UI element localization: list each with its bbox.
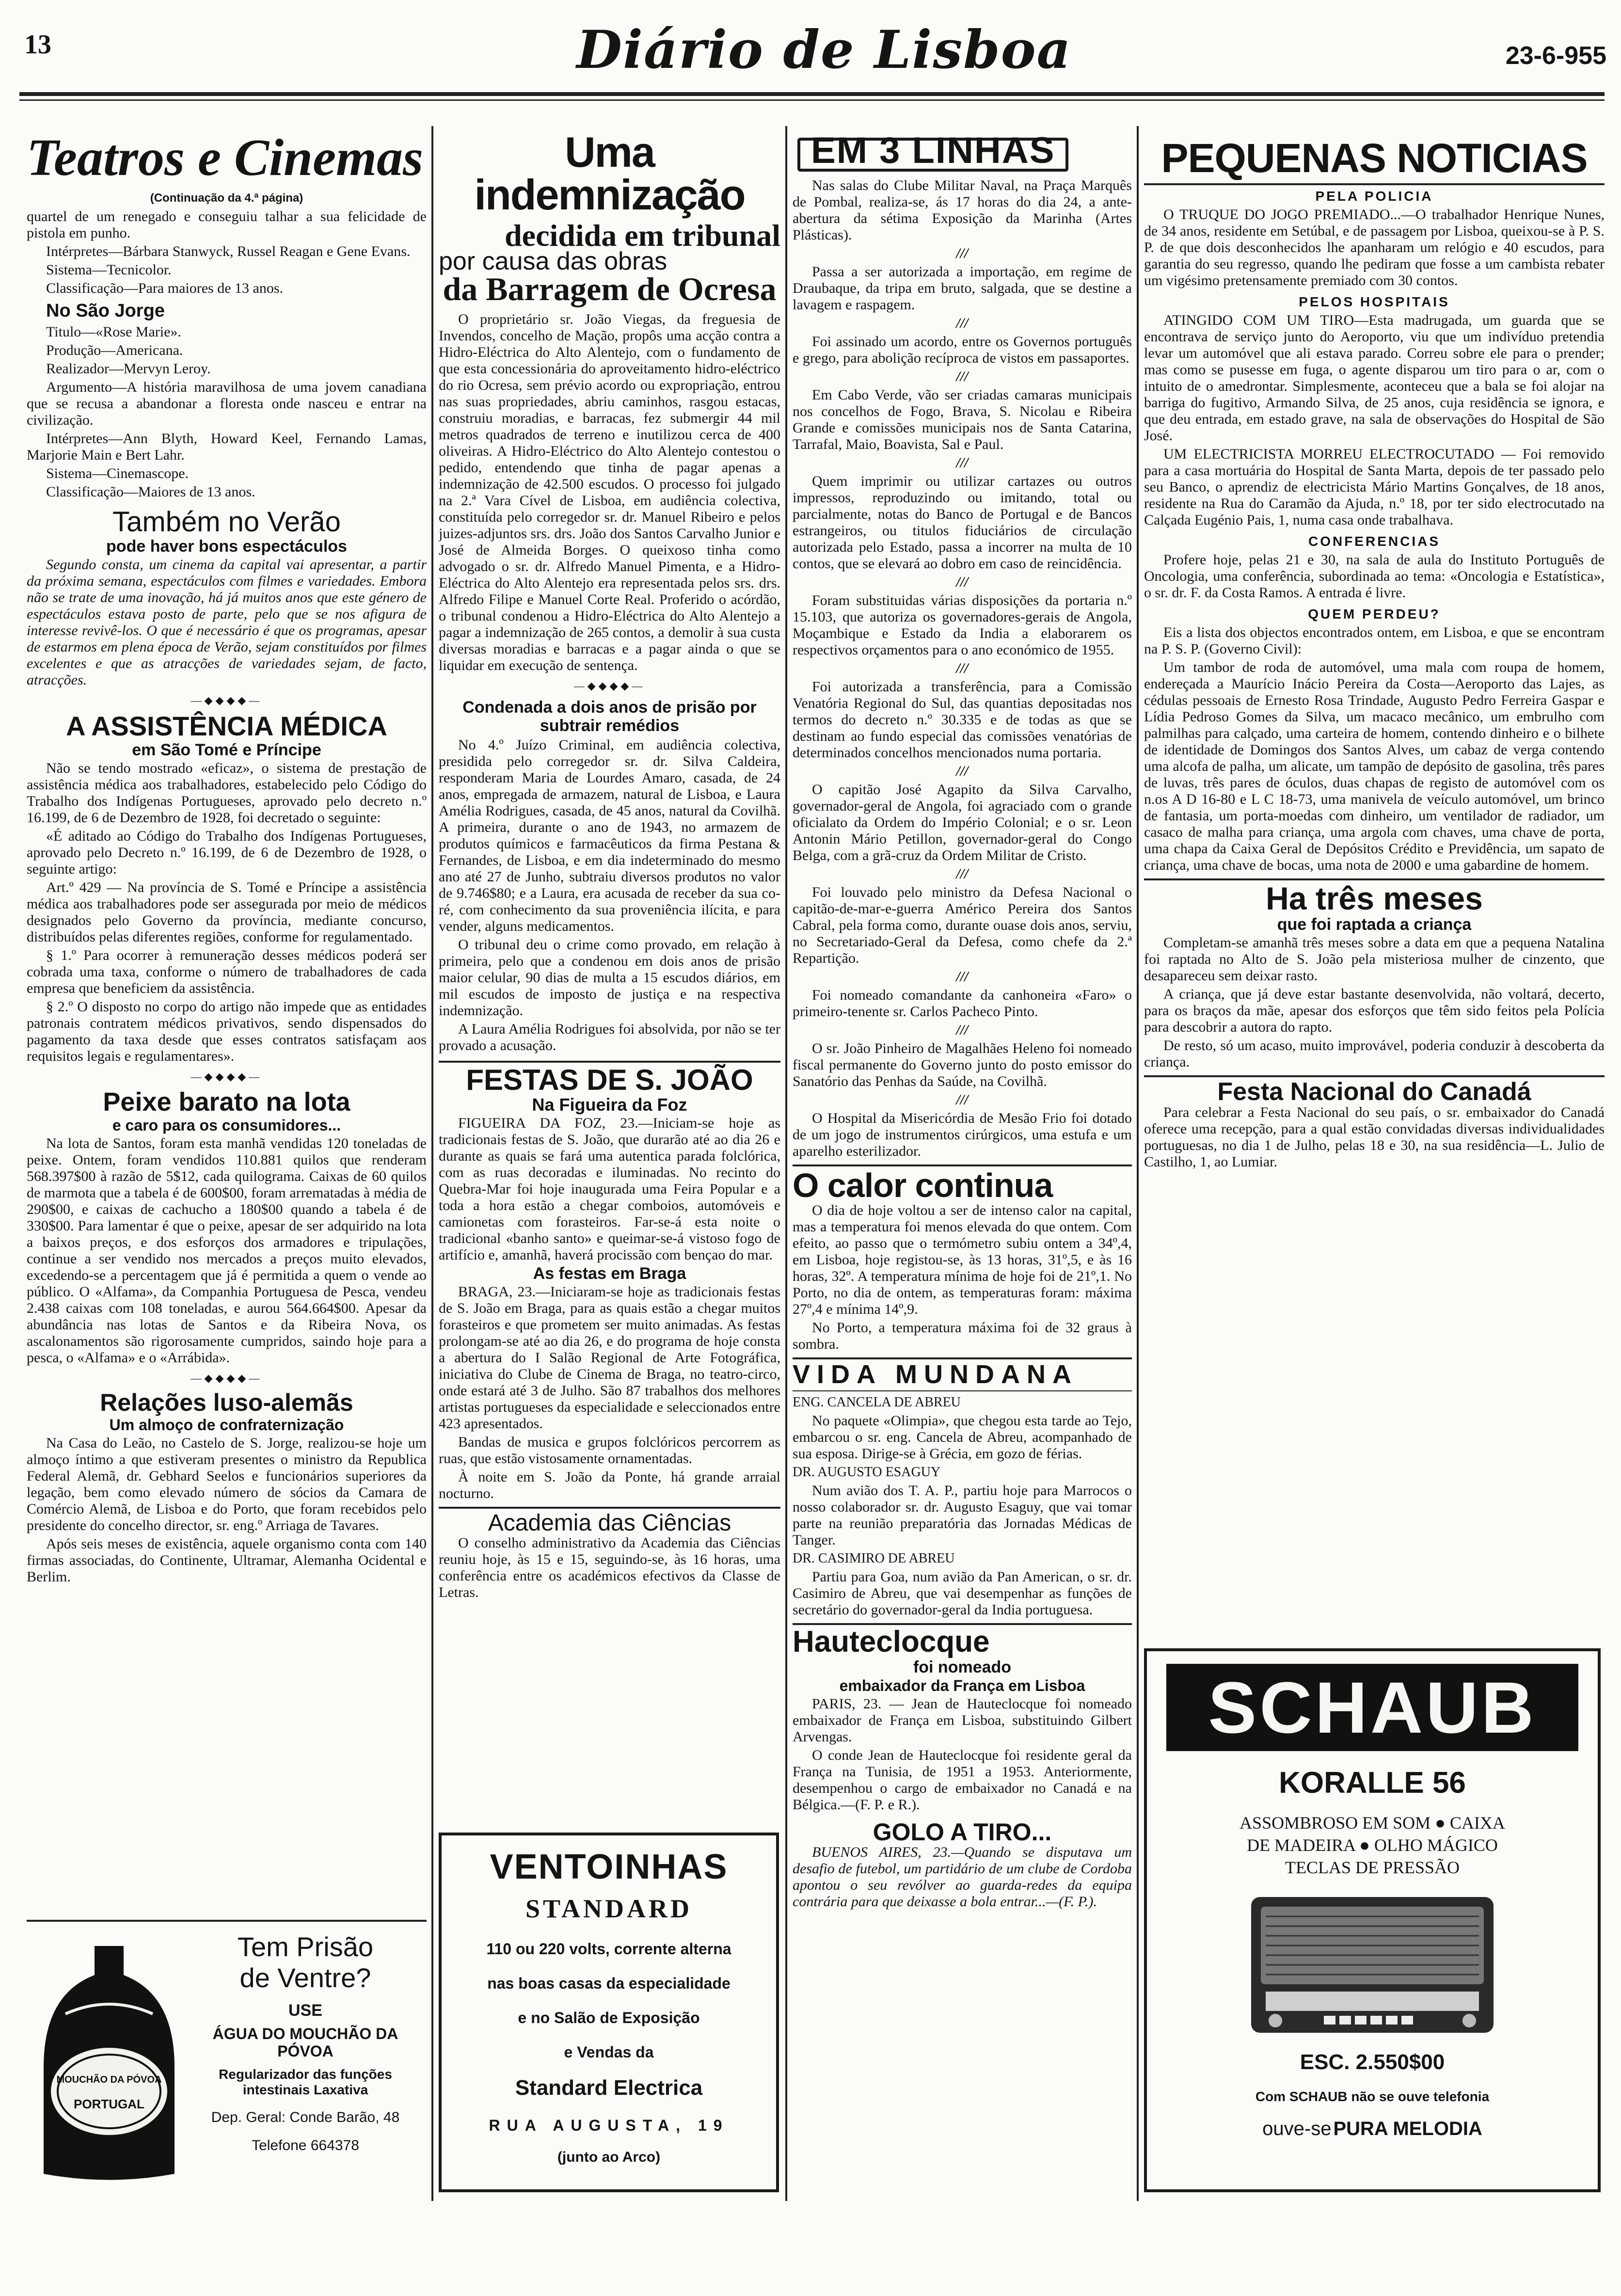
- assistencia-subheading: em São Tomé e Príncipe: [132, 741, 321, 759]
- slash-separator: ///: [956, 660, 969, 676]
- brief-item: Foi assinado um acordo, entre os Governos português e grego, para abolição recíproca de vistos em passaportes.: [793, 334, 1132, 366]
- article-text: A Laura Amélia Rodrigues foi absolvida, por não se ter provado a acusação.: [439, 1021, 780, 1053]
- schaub-logo: SCHAUB: [1166, 1664, 1578, 1751]
- article-text: FIGUEIRA DA FOZ, 23.—Iniciam-se hoje as tradicionais festas de S. João, que durarão até ao dia 26 e durante as quais se fará uma autentica parada folclórica, com as ruas decoradas e iluminadas. No recinto do Quebra-Mar foi hoje inaugurada uma Feira Popular e a toda a hora estão a chegar comboios, automóveis e camionetas com forasteiros. Far-se-á esta noite o tradicional «banho santo» e queimar-se-á vistoso fogo de artifício e, amanhã, haverá procissão com bençao do mar.: [439, 1115, 780, 1263]
- brief-item: Foi autorizada a transferência, para a Comissão Venatória Regional do Sul, das quantias depositadas nos termos do decreto n.º 30.335 e de todas as que se destinam ao fundo especial das comissões venatórias de determinados concelhos mencionados numa portaria.: [793, 679, 1132, 761]
- slash-separator: ///: [956, 1092, 969, 1108]
- slash-separator: ///: [956, 866, 969, 882]
- slash-separator: ///: [956, 315, 969, 331]
- article-text: Sistema—Cinemascope.: [46, 465, 189, 481]
- policia-subheading: PELA POLICIA: [1315, 189, 1433, 204]
- article-text: Intérpretes—Ann Blyth, Howard Keel, Fernando Lamas, Marjorie Main e Bert Lahr.: [27, 430, 427, 463]
- brief-item: Foi louvado pelo ministro da Defesa Nacional o capitão-de-mar-e-guerra Américo Pereira dos Santos Cabral, pela forma como, durante ouase dois anos, serviu, no Secretariado-Geral da Defesa, como chefe da 2.ª Repartição.: [793, 884, 1132, 966]
- relacoes-subheading: Um almoço de confraternização: [109, 1416, 344, 1434]
- slash-separator: ///: [956, 455, 969, 471]
- article-text: Na Casa do Leão, no Castelo de S. Jorge, realizou-se hoje um almoço íntimo a que estiveram presentes o ministro da Republica Federal Alemã, dr. Gebhard Seelos e funcionários superiores da legação, bem como elevado número de sócios da Camara de Comércio Alemã, de Lisboa e do Porto, que foram recebidos pelo presidente do concelho director, sr. eng.º Arriaga de Tavares.: [27, 1435, 427, 1533]
- article-text: Classificação—Maiores de 13 anos.: [46, 484, 255, 500]
- subheading-sao-jorge: No São Jorge: [46, 301, 165, 321]
- masthead: [0, 0, 1621, 87]
- page-number: 13: [24, 30, 51, 60]
- quem-perdeu-subheading: QUEM PERDEU?: [1308, 606, 1441, 622]
- radio-illustration: [1246, 1892, 1498, 2038]
- newspaper-title: Diário de Lisboa: [576, 19, 1072, 80]
- academia-heading: Academia das Ciências: [488, 1510, 731, 1536]
- ad-ventoinhas-line: e Vendas da: [564, 2043, 654, 2061]
- ad-schaub: [1144, 1648, 1601, 2192]
- hauteclocque-subheading-2: embaixador da França em Lisboa: [839, 1677, 1085, 1694]
- article-text: O conde Jean de Hauteclocque foi residente geral da França na Tunisia, de 1951 a 1953. Anteriormente, desempenhou o cargo de embaixador no Canadá e na Bélgica.—(F. P. e R.).: [793, 1747, 1132, 1813]
- pequenas-noticias-heading: PEQUENAS NOTICIAS: [1161, 135, 1588, 181]
- brief-item: Foi nomeado comandante da canhoneira «Faro» o primeiro-tenente sr. Carlos Pacheco Pinto.: [793, 987, 1132, 1020]
- article-text: PARIS, 23. — Jean de Hauteclocque foi nomeado embaixador de França em Lisboa, substituindo Gilbert Arvengas.: [793, 1696, 1132, 1745]
- calor-heading: O calor continua: [793, 1166, 1053, 1204]
- schaub-feature: ASSOMBROSO EM SOM ● CAIXA: [1240, 1813, 1505, 1833]
- ad-product-desc: Regularizador das funções intestinais Laxativa: [219, 2067, 392, 2097]
- brief-item: O capitão José Agapito da Silva Carvalho, governador-geral de Angola, foi agraciado com o grande oficialato da Ordem do Império Colonial; e o sr. Leon Antonin Mário Petillon, governador-geral do Congo Belga, com a grã-cruz da Ordem Militar de Cristo.: [793, 781, 1132, 863]
- article-text: Produção—Americana.: [46, 342, 183, 358]
- slash-separator: ///: [956, 368, 969, 384]
- article-text: Após seis meses de existência, aquele organismo conta com 140 firmas associadas, do Continente, Ultramar, Alemanha Ocidental e Berlim.: [27, 1536, 427, 1585]
- peixe-heading: Peixe barato na lota: [103, 1087, 350, 1116]
- article-text: O tribunal deu o crime como provado, em relação à primeira, pelo que a condenou em dois anos de prisão maior celular, 90 dias de multa a 15 escudos diários, em mil escudos de imposto de justiça e na respectiva indemnização.: [439, 937, 780, 1019]
- article-text: No paquete «Olimpia», que chegou esta tarde ao Tejo, embarcou o sr. eng. Cancela de Abreu, acompanhado de sua esposa. Dirige-se à Grécia, em gozo de férias.: [793, 1413, 1132, 1462]
- vida-subhead: ENG. CANCELA DE ABREU: [793, 1395, 961, 1410]
- article-text: Realizador—Mervyn Leroy.: [46, 361, 211, 377]
- schaub-tagline-a: ouve-se: [1262, 2118, 1332, 2139]
- bottle-illustration: [36, 1941, 182, 2188]
- golo-heading: GOLO A TIRO...: [873, 1818, 1052, 1846]
- schaub-tagline-b: PURA MELODIA: [1333, 2118, 1482, 2139]
- article-text: De resto, só um acaso, muito improvável, poderia conduzir à descoberta da criança.: [1144, 1037, 1605, 1070]
- article-text: Classificação—Para maiores de 13 anos.: [46, 280, 284, 296]
- issue-date: 23-6-955: [1505, 42, 1606, 70]
- vida-subhead: DR. AUGUSTO ESAGUY: [793, 1465, 941, 1480]
- hauteclocque-heading: Hauteclocque: [793, 1625, 990, 1658]
- ad-ventoinhas: [439, 1833, 779, 2192]
- tres-meses-subheading: que foi raptada a criança: [1277, 915, 1472, 934]
- column-3: [793, 131, 1132, 2196]
- article-text: Bandas de musica e grupos folclóricos percorrem as ruas, que estão vistosamente ornamentadas.: [439, 1434, 780, 1467]
- slash-separator: ///: [956, 969, 969, 985]
- article-text: «É aditado ao Código do Trabalho dos Indígenas Portugueses, aprovado pelo Decreto n.º 16.199, de 6 de Dezembro de 1928, o seguinte artigo:: [27, 828, 427, 877]
- brief-item: Foram substituidas várias disposições da portaria n.º 15.103, que autoriza os governadores-gerais de Angola, Moçambique e Estado da India a elaborarem os respectivos orçamentos para o ano económico de 1955.: [793, 592, 1132, 658]
- column-2: [439, 131, 780, 1828]
- article-text: UM ELECTRICISTA MORREU ELECTROCUTADO — Foi removido para a casa mortuária do Hospital de Santa Marta, depois de ter passado pelo seu Banco, o aprendiz de electricista Mário Martins Gonçalves, de 18 anos, residente na Rua do Caramão da Ajuda, n.º 18, por ter sido electrocutado na Calçada Eugénio Pais, 1, numa casa onde trabalhava.: [1144, 446, 1605, 528]
- ad-address: Dep. Geral: Conde Barão, 48: [211, 2109, 400, 2125]
- festas-heading: FESTAS DE S. JOÃO: [466, 1064, 753, 1096]
- schaub-price: ESC. 2.550$00: [1300, 2050, 1445, 2074]
- indemnizacao-heading: Uma indemnização: [474, 131, 745, 219]
- ad-ventoinhas-brand: STANDARD: [525, 1894, 693, 1923]
- article-text: Argumento—A história maravilhosa de uma jovem canadiana que se recusa a abandonar a floresta onde nasceu e entrar na civilização.: [27, 379, 427, 428]
- conferencias-subheading: CONFERENCIAS: [1308, 534, 1440, 549]
- assistencia-heading: A ASSISTÊNCIA MÉDICA: [66, 711, 387, 741]
- ad-ventoinhas-title: VENTOINHAS: [490, 1848, 728, 1886]
- slash-separator: ///: [956, 245, 969, 261]
- em3linhas-box: [797, 131, 1068, 172]
- article-text: Partiu para Goa, num avião da Pan American, o sr. dr. Casimiro de Abreu, que vai desempenhar as funções de secretário do governador-geral da India portuguesa.: [793, 1569, 1132, 1618]
- article-text: BUENOS AIRES, 23.—Quando se disputava um desafio de futebol, um partidário de um clube de Cordoba apontou o seu revólver ao guarda-redes da equipa contrária para que deixasse a bola entrar...—(F. P.).: [793, 1844, 1132, 1910]
- svg-text:PORTUGAL: PORTUGAL: [74, 2097, 144, 2111]
- ad-agua-mouchao: [27, 1920, 427, 2198]
- canada-heading: Festa Nacional do Canadá: [1217, 1078, 1531, 1106]
- ad-product-name: ÁGUA DO MOUCHÃO DA PÓVOA: [212, 2025, 398, 2060]
- article-text: Titulo—«Rose Marie».: [46, 324, 181, 340]
- article-text: No 4.º Juízo Criminal, em audiência colectiva, presidida pelo corregedor sr. dr. Silva Caldeira, responderam Maria de Lourdes Amaro, casada, de 24 anos, empregada de armazem, natural de Lisboa, e Laura Amélia Rodrigues, casada, de 45 anos, natural da Covilhã. A primeira, durante o ano de 1943, no armazem de produtos químicos e farmacêuticos da firma Pestana & Fernandes, de Lisboa, e em dia indeterminado do mesmo ano até 27 de Junho, subtraiu diversos produtos no valor de 9.746$80; e a Laura, era acusada de receber da sua co-ré, com conhecimento da sua proveniência ilícita, e para vender, alguns medicamentos.: [439, 737, 780, 934]
- peixe-subheading: e caro para os consumidores...: [112, 1116, 341, 1134]
- ad-text-block: [191, 1931, 419, 2154]
- condenada-heading: Condenada a dois anos de prisão por subtrair remédios: [462, 698, 757, 735]
- brief-item: Nas salas do Clube Militar Naval, na Praça Marquês de Pombal, realiza-se, ás 17 horas do dia 24, a ante-abertura da sétima Exposição da Marinha (Artes Plásticas).: [793, 177, 1132, 243]
- slash-separator: ///: [956, 574, 969, 590]
- brief-item: O sr. João Pinheiro de Magalhães Heleno foi nomeado fiscal permanente do Governo junto do posto emissor do Sanatório das Penhas da Saúde, na Covilhã.: [793, 1040, 1132, 1089]
- article-text: Sistema—Tecnicolor.: [46, 262, 172, 278]
- article-text: O dia de hoje voltou a ser de intenso calor na capital, mas a temperatura foi menos elevada do que ontem. Com efeito, ao passo que o termómetro subiu ontem a 34º,4, em Lisboa, hoje registou-se, às 13 horas, 31º,5, e às 16 horas, 32º. A temperatura mínima de hoje foi de 21º,1. No Porto, no dia de ontem, as temperaturas foram: máxima 27º,4 e mínima 14º,9.: [793, 1202, 1132, 1317]
- svg-text:MOUCHÃO DA PÓVOA: MOUCHÃO DA PÓVOA: [56, 2074, 162, 2085]
- article-text: Num avião dos T. A. P., partiu hoje para Marrocos o nosso colaborador sr. dr. Augusto Esaguy, que vai tomar parte na reunião preparatória das Jornadas Médicas de Tanger.: [793, 1483, 1132, 1548]
- ad-ventoinhas-line: e no Salão de Exposição: [518, 2009, 700, 2026]
- ad-ventoinhas-line: 110 ou 220 volts, corrente alterna: [486, 1940, 731, 1958]
- article-text: § 1.º Para ocorrer à remuneração desses médicos poderá ser cobrada uma taxa, conforme o número de trabalhadores de cada empresa que beneficiem da assistência.: [27, 947, 427, 996]
- ad-ventoinhas-address: RUA AUGUSTA, 19: [489, 2117, 729, 2134]
- article-text: Eis a lista dos objectos encontrados ontem, em Lisboa, e que se encontram na P. S. P. (Governo Civil):: [1144, 624, 1605, 657]
- ad-headline-2: de Ventre?: [239, 1962, 371, 1993]
- verao-subheading: pode haver bons espectáculos: [106, 537, 347, 556]
- column-divider: [431, 126, 433, 2201]
- article-text: À noite em S. João da Ponte, há grande arraial nocturno.: [439, 1469, 780, 1501]
- tres-meses-heading: Ha três meses: [1266, 880, 1483, 916]
- separator: —◆◆◆◆—: [191, 694, 263, 706]
- article-text: quartel de um renegado e conseguiu talhar a sua felicidade de pistola em punho.: [27, 208, 427, 241]
- schaub-tagline: [1147, 2118, 1598, 2140]
- separator: —◆◆◆◆—: [191, 1070, 263, 1083]
- indemnizacao-subheading: por causa das obras: [439, 247, 667, 275]
- continuation-note: (Continuação da 4.ª página): [150, 191, 303, 205]
- article-text: Art.º 429 — Na província de S. Tomé e Príncipe a assistência médica aos trabalhadores pode ser assegurada por meio de médicos designados pelo Governo da província, mediante concurso, distribuídos pelas diferentes regiões, conforme for regulamentado.: [27, 879, 427, 945]
- slash-separator: ///: [956, 763, 969, 779]
- article-text: Na lota de Santos, foram esta manhã vendidas 120 toneladas de peixe. Ontem, foram vendidos 110.881 quilos que renderam 568.397$00 à razão de 5$12, cada quilograma. Caixas de 60 quilos de marmota que a tabela é de 600$00, foram arrematadas à média de 290$00, e caixas de cachucho a 180$00 quando a tabela é de 330$00. Para lamentar é que o peixe, apesar de ser adquirido na lota a baixos preços, e dos esforços dos armadores e tripulações, continue a ser vendido nos mercados a preços muito elevados, excedendo-se a percentagem que já é permitida a quem o vende ao público. O «Alfama», da Companhia Portuguesa de Pesca, vendeu 2.438 caixas com 108 toneladas, e aurou 564.664$00. Apesar da abundância nas lotas de Santos e da Ribeira Nova, os ascalonamentos são rigorosamente cumpridos, saindo hoje para a pesca, o «Alfama» e o «Arrábida».: [27, 1135, 427, 1366]
- ad-phone: Telefone 664378: [252, 2137, 359, 2153]
- slash-separator: ///: [956, 1022, 969, 1038]
- article-text: BRAGA, 23.—Iniciaram-se hoje as tradicionais festas de S. João em Braga, para as quais estão a chegar muitos forasteiros e que prometem ser muito animadas. As festas prolongam-se até ao dia 26, e do programa de hoje consta a abertura do I Salão Regional de Arte Fotográfica, iniciativa do Clube de Cinema de Braga, no teatro-circo, onde estará até 3 de Julho. São 87 trabalhos dos melhores artistas portugueses da especialidade e seleccionados entre 423 apresentados.: [439, 1284, 780, 1432]
- article-text: Um tambor de roda de automóvel, uma mala com roupa de homem, endereçada a Maurício Inácio Pereira da Costa—Aeroporto das Lajes, as cédulas pessoais de Ernesto Rosa Trindade, Augusto Pedro Ferreira Gaspar e Lídia Pedroso Gomes da Silva, um macaco mecânico, um embrulho com palmilhas para calçado, uma carteira de homem, contendo dinheiro e o bilhete de identidade de Domingos dos Santos Alves, um cabaz de verga contendo uma alcofa de palha, um alicate, um tampão de depósito de gasolina, três pares de luvas, três pares de óculos, duas chapas de registo de automóvel com os n.os A D 16-80 e L C 18-73, uma manivela de veículo automóvel, um brinco de fantasia, um porta-moedas com dinheiro, um ventilador de radiador, um casaco de malha para criança, uma argola com chaves, uma chave de porta, uma chapa da Caixa Geral de Depósitos Crédito e Previdência, um sapato de criança, uma chave de bocas, uma nota de 2000 e uma gabardine de homem.: [1144, 659, 1605, 873]
- separator: —◆◆◆◆—: [191, 1372, 263, 1384]
- vida-mundana-heading: VIDA MUNDANA: [793, 1360, 1078, 1389]
- brief-item: Em Cabo Verde, vão ser criadas camaras municipais nos concelhos de Fogo, Brava, S. Nicolau e Ribeira Grande e comissões municipais nos de Santa Catarina, Tarrafal, Maio, Boavista, Sal e Paul.: [793, 387, 1132, 452]
- ad-ventoinhas-line: nas boas casas da especialidade: [487, 1975, 731, 1992]
- masthead-rule-thin: [19, 99, 1605, 101]
- festas-subheading: Na Figueira da Foz: [532, 1095, 687, 1115]
- ad-headline: Tem Prisão: [237, 1931, 374, 1962]
- article-text: Completam-se amanhã três meses sobre a data em que a pequena Natalina foi raptada no Alto de S. João pela misteriosa mulher de cinzento, que desapareceu sem deixar rasto.: [1144, 935, 1605, 984]
- em3linhas-heading: EM 3 LINHAS: [811, 131, 1055, 171]
- article-text: O proprietário sr. João Viegas, da freguesia de Invendos, concelho de Mação, propôs uma acção contra a Hidro-Eléctrica do Alto Alentejo, com o fundamento de que esta concessionária do aproveitamento hidro-eléctrico do rio Ocresa, sem prévio acordo ou expropriação, entrou nas suas propriedades, abriu caminhos, rasgou estacas, construiu moradias, e barracas, fez submergir 44 mil metros quadrados de terreno e inutilizou cerca de 400 oliveiras. A Hidro-Eléctrico do Alto Alentejo contestou o pedido, entendendo que tinha de pagar apenas a indemnização de 42.500 escudos. O processo foi julgado na 2.ª Vara Cível de Lisboa, em audiência colectiva, constituída pelo corregedor sr. dr. Manuel Ribeiro e pelos juizes-adjuntos srs. drs. João dos Santos Carvalho Junior e José de Almeida Borges. O queixoso tinha como advogado o sr. dr. Alfredo Manuel Pimenta, e a Hidro-Eléctrica do Alto Alentejo era representada pelos srs. drs. Alfredo Filipe e Manuel Corte Real. Proferido o acórdão, o tribunal condenou a Hidro-Eléctrica do Alto Alentejo a pagar a indemnização de 265 contos, a demolir à sua custa diversas moradias e barracas e a pagar ainda o que se liquidar em execução de sentença.: [439, 311, 780, 673]
- article-text: Para celebrar a Festa Nacional do seu país, o sr. embaixador do Canadá oferece uma recepção, para a qual estão convidadas diversas individualidades portuguesas, no dia 1 de Julho, pelas 18 e 30, na sua residência—L. Julio de Castilho, 1, ao Lumiar.: [1144, 1104, 1605, 1170]
- article-text: No Porto, a temperatura máxima foi de 32 graus à sombra.: [793, 1320, 1132, 1352]
- relacoes-heading: Relações luso-alemãs: [100, 1389, 353, 1416]
- column-4: [1144, 131, 1605, 1755]
- schaub-model: KORALLE 56: [1279, 1766, 1466, 1800]
- brief-item: Quem imprimir ou utilizar cartazes ou outros impressos, reproduzindo ou imitando, total ou parcialmente, notas do Banco de Portugal e de Bancos estrangeiros, ou titulos fiduciários de circulação autorizada pelo Estado, passa a incorrer na multa de 10 contos, que se elevará ao dobro em caso de reincidência.: [793, 473, 1132, 572]
- verao-heading: Também no Verão: [112, 506, 341, 538]
- ad-use: USE: [288, 2001, 322, 2020]
- article-text: Intérpretes—Bárbara Stanwyck, Russel Reagan e Gene Evans.: [46, 243, 411, 259]
- schaub-feature: TECLAS DE PRESSÃO: [1285, 1858, 1460, 1877]
- article-text: ATINGIDO COM UM TIRO—Esta madrugada, um guarda que se encontrava de serviço junto do Aeroporto, viu que um indivíduo pretendia levar um automóvel que ali estava parado. Correu sobre ele para o prender; mas como se pusesse em fuga, o agente disparou um tiro para o ar, com o intuito de o amedrontar. Simplesmente, aconteceu que a bala se foi alojar na barriga do fugitivo, Armando Silva, de 25 anos, cuja residência se ignora, e que deu entrada, em estado grave, na sala de observações do Hospital de São José.: [1144, 312, 1605, 444]
- article-text: § 2.º O disposto no corpo do artigo não impede que as entidades patronais contratem médicos privativos, sendo dispensados do pagamento da taxa desde que esses contratos satisfaçam aos requisitos legais e regulamentares».: [27, 999, 427, 1064]
- article-text: Não se tendo mostrado «eficaz», o sistema de prestação de assistência médica aos trabalhadores, estabelecido pelo Código do Trabalho dos Indígenas Portugueses, aprovado pelo decreto n.º 16.199, de 6 de Dezembro de 1928, foi decretado o seguinte:: [27, 760, 427, 826]
- schaub-feature: DE MADEIRA ● OLHO MÁGICO: [1247, 1835, 1498, 1855]
- vida-subhead: DR. CASIMIRO DE ABREU: [793, 1551, 955, 1566]
- brief-item: O Hospital da Misericórdia de Mesão Frio foi dotado de um jogo de instrumentos cirúrgicos, uma estufa e um aparelho esterilizador.: [793, 1110, 1132, 1159]
- column-1: [27, 131, 427, 2196]
- teatros-cinemas-heading: Teatros e Cinemas: [27, 131, 424, 187]
- schaub-slogan: Com SCHAUB não se ouve telefonia: [1255, 2089, 1490, 2104]
- column-divider: [1137, 126, 1139, 2201]
- article-text: A criança, que já deve estar bastante desenvolvida, não voltará, decerto, para os braços da mãe, apesar dos esforços que têm sido feitos pela Polícia para descobrir a autora do rapto.: [1144, 986, 1605, 1035]
- column-divider: [785, 126, 787, 2201]
- article-text: Segundo consta, um cinema da capital vai apresentar, a partir da próxima semana, espectáculos com filmes e variedades. Embora não se trate de uma inovação, há já muitos anos que este género de espectáculos estava posto de parte, pelo que se nos afigura de interesse revivê-los. O que é necessário é que os programas, apesar de estarmos em plena época de Verão, sejam constituídos por filmes excelentes e que as atracções de variedades sejam, de facto, atracções.: [27, 557, 427, 688]
- separator: —◆◆◆◆—: [573, 680, 646, 692]
- hospitais-subheading: PELOS HOSPITAIS: [1299, 294, 1450, 309]
- brief-item: Passa a ser autorizada a importação, em regime de Draubaque, da tripa em bruto, salgada, que se destine a lavagem e raspagem.: [793, 264, 1132, 313]
- braga-subheading: As festas em Braga: [533, 1264, 686, 1283]
- indemnizacao-heading-2: decidida em tribunal: [505, 218, 780, 253]
- ad-ventoinhas-address-note: (junto ao Arco): [557, 2149, 661, 2165]
- indemnizacao-subheading-2: da Barragem de Ocresa: [443, 271, 777, 307]
- article-text: O TRUQUE DO JOGO PREMIADO...—O trabalhador Henrique Nunes, de 34 anos, residente em Setúbal, e de passagem por Lisboa, queixou-se à P. S. P. de que dois desconhecidos lhe apanharam um relógio e 40 escudos, para garantia do seu regresso, quando lhe pediram que fosse a um cambista rebater um vigésimo pretensamente premiado com 30 contos.: [1144, 207, 1605, 288]
- article-text: Profere hoje, pelas 21 e 30, na sala de aula do Instituto Português de Oncologia, uma conferência, subordinada ao tema: «Oncologia e Estatística», o sr. dr. F. da Costa Ramos. A entrada é livre.: [1144, 552, 1605, 601]
- ad-ventoinhas-company: Standard Electrica: [515, 2076, 703, 2100]
- article-text: O conselho administrativo da Academia das Ciências reuniu hoje, às 15 e 15, seguindo-se, às 16 horas, uma conferência entre os académicos efectivos da Classe de Letras.: [439, 1535, 780, 1600]
- masthead-rule: [19, 92, 1605, 96]
- hauteclocque-subheading: foi nomeado: [913, 1658, 1012, 1676]
